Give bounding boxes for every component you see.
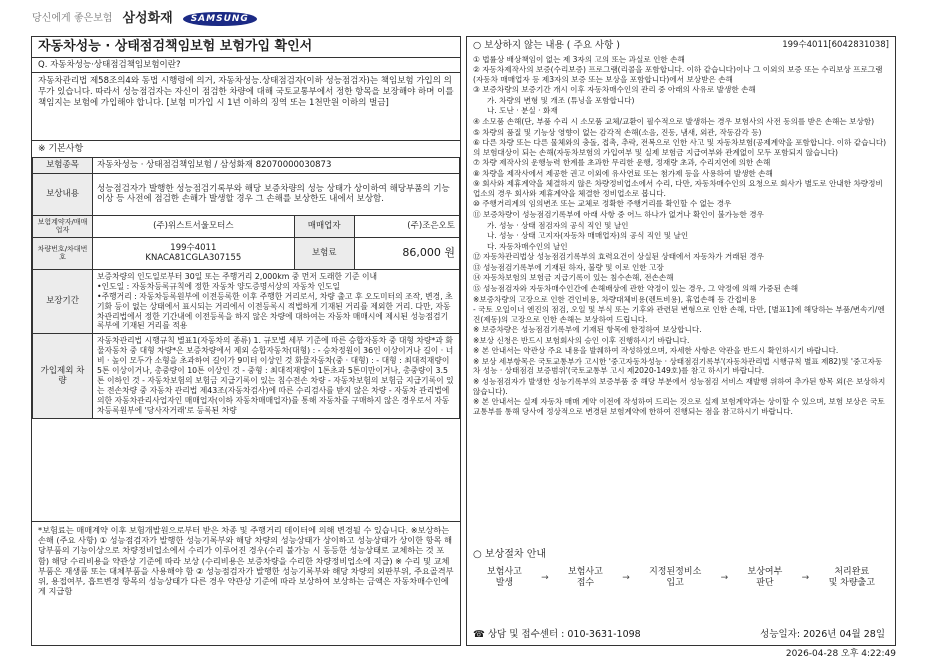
contractor-value: (주)위스트서울모터스	[93, 215, 295, 237]
coverage-label: 보상내용	[33, 173, 93, 215]
exclusion-item: ⑬ 성능점검기록부에 기재된 하자, 불량 및 이로 인한 고장	[473, 262, 664, 272]
contact-center: ☎ 상담 및 접수센터 : 010-3631-1098	[473, 629, 641, 641]
period-item: •주행거리 : 자동차등록원부에 이전등록한 이후 주행한 거리로서, 차량 출고 후 오도미터의 조작, 변경, 초기화 등이 없는 상태에서 표시되는 거리에서 이전등록시 적법하게 기재된 거리를 제외한 거리. 다만, 자동차관리법에서 정한 기간내에 이전등록을 하지 않은 차량에 대하여는 자동차 매매시에 제시된 성능점검기록부에 기재된 거리를 적용	[97, 291, 453, 331]
arrow-right-icon: →	[720, 572, 729, 583]
arrow-right-icon: →	[801, 572, 810, 583]
exclusion-item: ※ 보증차량은 성능점검기록부에 기재된 항목에 한정하여 보상합니다.	[473, 325, 702, 335]
exclusions-header: ○ 보상하지 않는 내용 ( 주요 사항 )	[473, 40, 620, 51]
exclusion-item: ⑪ 보증차량이 성능점검기록부에 아래 사항 중 어느 하나가 없거나 확인이 불가능한 경우	[473, 210, 764, 220]
exclusion-item: ⑥ 다른 차량 또는 다른 물체와의 충돌, 접촉, 추락, 전복으로 인한 사고 및 자동차보험(공제계약을 포함합니다. 이하 같습니다)의 보험대상이 되는 손해(자동차보험의 가입여부 및 실제 보험금 지급여부와 관계없이 모두 포함되지 않습니다)	[473, 138, 887, 157]
claim-step: 보험사고 발생	[487, 567, 522, 589]
exclusion-item: 나. 도난 · 분실 · 화재	[487, 106, 558, 116]
doc-title: 자동차성능 · 상태점검책임보험 보험가입 확인서	[32, 37, 460, 58]
covered-losses: *보험료는 매매계약 이후 보험개발원으로부터 받은 차종 및 주행거리 데이터에 의해 변경될 수 있습니다. ※보상하는 손해 (주요 사항) ① 성능점검자가 발행한 성능기록부와 해당 차량의 성능상태가 상이하고 성능상태가 상이한 항목 해당부품의 기능이상으로 차량정비업소에서 수리가 이루어진 경우(수리 불가능 시 동등한 성능상태로 교체하는 것 포함) 해당 수리비용을 약관상 기준에 따라 보상 (수리비용은 보증차량을 수리한 차량정비업소에 지급) ※ 수리 및 교체 부품은 재생품 또는 대체부품을 사용해야 함 ② 성능점검자가 발행한 성능기록부와 해당 차량의 외판부위, 주요골격부위, 용접여부, 흡트변경 항목의 성능상태가 다른 경우 약관상 기준에 따라 보상하여 보상하는 금액은 자동차매수인에게 지급함	[32, 521, 460, 645]
claim-header: ○ 보상절차 안내	[473, 549, 547, 560]
period-item: •인도일 : 자동차등록규칙에 정한 자동차 양도증명서상의 자동차 인도일	[97, 281, 340, 291]
exclusion-item: ⑦ 차량 제작사의 운행능력 한계를 초과한 무리한 운행, 정재량 초과, 수리지연에 의한 손해	[473, 158, 771, 168]
print-timestamp: 2026-04-28 오후 4:22:49	[785, 649, 896, 660]
exclusion-item: ② 자동차제작사의 보증(수리보증) 프로그램(리콜을 포함합니다. 이하 같습니다)이나 그 이외의 보증 또는 수리보상 프로그램(자동차 매매업자 등 제3자의 보증 또는 보상을 포함합니다)에서 보상받은 손해	[473, 65, 883, 84]
claim-procedure	[467, 549, 895, 589]
company-name: 삼성화재	[122, 11, 173, 27]
exclusion-item: ③ 보증차량의 보증기간 개시 이후 자동차매수인의 관리 중 아래의 사유로 발생한 손해	[473, 85, 756, 95]
exclusion-item: ⑨ 회사와 제휴계약을 체결하지 않은 차량정비업소에서 수리, 다만, 자동차매수인의 요청으로 회사가 별도로 안내한 차량정비업소의 경우 회사와 제휴계약을 체결한 정비업소로 봅니다.	[473, 179, 883, 198]
basic-table	[32, 157, 460, 419]
type-value: 자동차성능 · 상태점검책임보험 / 삼성화재 82070000030873	[93, 158, 460, 173]
brand-tagline: 당신에게 좋은보험	[32, 12, 113, 24]
basic-header: ※ 기본사항	[38, 144, 84, 155]
coverage-value: 성능점검자가 발행한 성능점검기록부와 해당 보증차량의 성능 상태가 상이하여 해당부품의 기능이상 등 사전에 점검한 손해가 발생할 경우 그 손해를 보상한도 내에서 보상함.	[93, 173, 460, 215]
exclusion-item: ※ 보상 세부항목은 국토교통부가 고시한 '중고자동차성능 · 상태점검기록부'(자동차관리법 시행규칙 별표 제82)및 '중고자동차 성능 · 상태점검 보증범위'(국토교통부 고시 제2020-149호)를 참고 하시기 바랍니다.	[473, 356, 883, 376]
claim-flow	[473, 567, 889, 589]
issue-date: 성능일자: 2026년 04월 28일	[760, 629, 885, 641]
exclusion-item: ※ 본 안내서는 실제 자동차 매매 계약 이전에 작성하여 드리는 것으로 실제 보험계약과는 상이할 수 있으며, 보험 보상은 국토교통부를 통해 당사에 정상적으로 변경된 보험계약에 한하여 진행되는 점을 참고하시기 바랍니다.	[473, 397, 885, 416]
claim-step: 처리완료 및 차량출고	[828, 567, 875, 589]
exclusion-item: ⑫ 자동차관리법상 성능점검기록부의 효력요건이 상실된 상태에서 자동차가 거래된 경우	[473, 252, 764, 262]
period-main: 보증차량의 인도일로부터 30일 또는 주행거리 2,000km 중 먼저 도래한 기준 이내	[97, 271, 378, 281]
exclusion-item: 다. 자동차매수인의 날인	[487, 241, 568, 251]
contractor-label: 보험계약자/매매업자	[33, 215, 93, 237]
exclusions-list	[467, 55, 895, 511]
samsung-logo: SAMSUNG	[183, 12, 257, 27]
dealer-value: (주)조은오토	[354, 215, 459, 237]
intro-text: 자동차관리법 제58조의4와 동법 시행령에 의거, 자동차성능.상태점검자(이하 성능점검자)는 책임보험 가입의 의무가 있습니다. 따라서 성능점검자는 자신이 점검한 차량에 대해 국토교통부에서 정한 항목을 보장해야 하며 이를 책임지는 보험에 가입해야 합니다. [보험 미가입 시 1년 이하의 징역 또는 1천만원 이하의 벌금]	[32, 73, 460, 141]
contact-bar	[473, 629, 885, 641]
right-panel	[466, 36, 896, 646]
premium-value: 86,000	[402, 246, 441, 260]
exclusion-item: ⑮ 성능점검자와 자동차매수인간에 손해배상에 관한 약정이 있는 경우, 그 약정에 의해 가중된 손해	[473, 283, 799, 293]
exclusion-item: 가. 차량의 변형 및 개조 (튜닝을 포함합니다)	[487, 95, 635, 105]
premium-unit: 원	[444, 246, 455, 260]
type-label: 보험종목	[33, 158, 93, 173]
exclusion-item: 나. 성능 · 상태 고지자(자동차 매매업자)의 공식 직인 및 날인	[487, 231, 689, 241]
exclusion-item: ※ 성능점검자가 발생한 성능기록부의 보증부품 중 해당 부분에서 성능점검 서비스 재발행 위하여 추가된 항목 외(은 보상하지 않습니다).	[473, 377, 886, 396]
vin: KNACA81CGLA307155	[145, 253, 242, 264]
brand-header	[32, 8, 257, 30]
exclusion-item: ① 법률상 배상책임이 없는 제 3자의 고의 또는 과실로 인한 손해	[473, 54, 685, 64]
vehicle-number: 199수4011	[170, 242, 217, 253]
exclusion-item: ⑤ 차량의 품질 및 기능상 영향이 없는 감각적 손해(소음, 진동, 냄새, 외관, 작동감각 등)	[473, 127, 762, 137]
question-line: Q. 자동차성능·상태점검책임보험이란?	[32, 58, 460, 73]
exclude-text: 자동차관리법 시행규칙 별표1(자동차의 종류) 1. 규모별 세부 기준에 따른 승합자동차 중 대형 차량*과 화물자동차 중 대형 차량*은 보증차량에서 제외 승합자동차(대형) : - 승차정원이 36인 이상이거나 길이 · 너비 · 높이 모두가 소형을 초과하여 길이가 9미터 이상인 것 화물자동차(중 · 대형) : - 대형 : 최대적재량이 5톤 이상이거나, 총중량이 10톤 이상인 것 - 중형 : 최대적재량이 1톤초과 5톤미만이거나, 총중량이 3.5톤 이하인 것 - 자동차보험의 보험금 지급기록이 있는 침수전손 차량 - 자동차보험의 보험금 지급기록이 있는 전손차량 중 자동차 관리법 제43조(자동차검사)에 따른 수리검사를 받지 않은 차량 - 자동차 관리법에 의한 자동차관리사업자인 매매업자(이하 자동차매매업자)를 통해 자동차를 구매하지 않은 경우로서 자동차등록원부에 '당사자거래'로 등록된 차량	[93, 334, 460, 419]
exclude-label: 가입제외 차량	[33, 334, 93, 419]
claim-step: 보상여부 판단	[747, 567, 783, 589]
vehicle-label: 차량번호/차대번호	[33, 237, 93, 269]
policy-code: 199수4011[6042831038]	[782, 40, 889, 50]
premium-label: 보험료	[294, 237, 354, 269]
exclusion-item: 가. 성능 · 상태 점검자의 공식 직인 및 날인	[487, 220, 629, 230]
exclusion-item: ⑧ 차량을 제작사에서 제공한 권고 이외에 유사연료 또는 첨가제 등을 사용하여 발생한 손해	[473, 168, 773, 178]
period-label: 보장기간	[33, 269, 93, 334]
exclusion-item: - 국토 오일이너 엔진의 점검, 오일 및 부식 또는 기후와 관련된 변형으로 인한 손해, 다만, [별표1]에 해당하는 부품/변속기/엔진(제동)의 고장으로 인한 손해는 보상하여 드립니다.	[473, 305, 885, 324]
claim-step: 보험사고 접수	[568, 567, 603, 589]
left-panel	[31, 36, 461, 646]
exclusion-item: ④ 소모품 손해(단, 부품 수리 시 소모품 교체/교환이 필수적으로 발생하는 경우 보험사의 사전 동의를 받은 손해는 보상함)	[473, 116, 875, 126]
exclusion-item: ⑭ 자동차보험의 보험금 지급기록이 있는 침수손해, 전손손해	[473, 273, 674, 283]
dealer-label: 매매업자	[294, 215, 354, 237]
exclusion-item: ※보상 신청은 반드시 보험회사의 승인 이후 진행하시기 바랍니다.	[473, 335, 690, 345]
arrow-right-icon: →	[622, 572, 630, 583]
exclusion-item: ⑩ 주행거리계의 임의변조 또는 교체로 정확한 주행거리를 확인할 수 없는 경우	[473, 199, 732, 209]
exclusion-item: ※보증차량의 고장으로 인한 견인비용, 차량대체비용(렌트비용), 휴업손해 등 간접비용	[473, 294, 757, 304]
claim-step: 지정된정비소 입고	[649, 567, 702, 589]
arrow-right-icon: →	[541, 572, 549, 583]
exclusion-item: ※ 본 안내서는 약관상 주요 내용을 발췌하여 작성하였으며, 자세한 사항은 약관을 반드시 확인하시기 바랍니다.	[473, 346, 839, 356]
